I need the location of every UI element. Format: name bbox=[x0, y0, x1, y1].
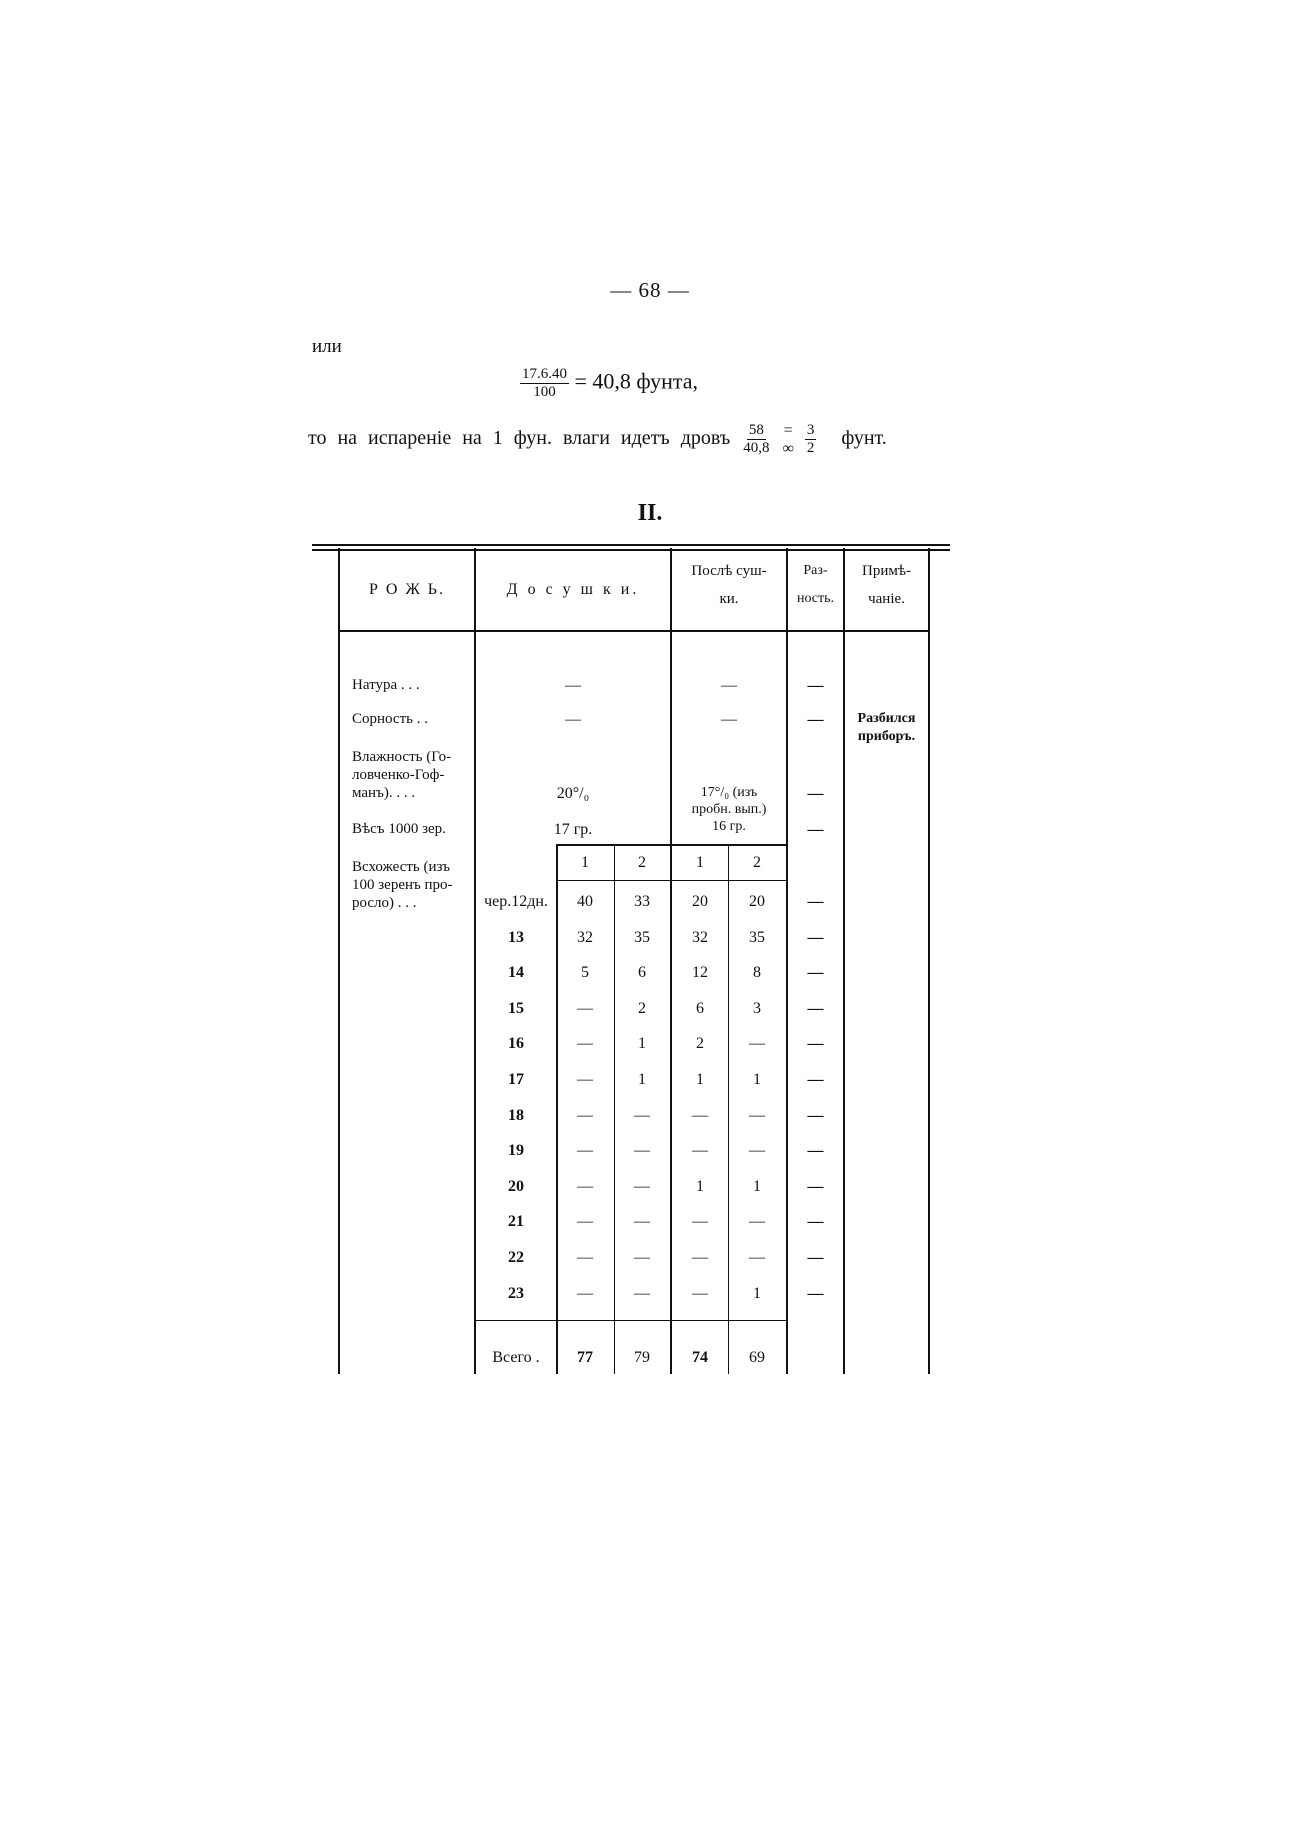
cell-day: 15 bbox=[508, 1000, 524, 1017]
cell-b2: 33 bbox=[634, 893, 650, 910]
label-sornost: Сорность . . bbox=[352, 711, 428, 727]
cell-day: 19 bbox=[508, 1142, 524, 1159]
header-subject: Р О Ж Ь. bbox=[369, 581, 445, 598]
cell-b1: — bbox=[577, 1107, 593, 1124]
ves-diff: — bbox=[807, 821, 824, 838]
cell-a2: 8 bbox=[753, 964, 761, 981]
natura-before: — bbox=[565, 677, 581, 694]
cell-a1: — bbox=[692, 1249, 708, 1266]
label-ves: Вѣсъ 1000 зер. bbox=[352, 821, 446, 837]
cell-a2: — bbox=[749, 1107, 765, 1124]
cell-diff: — bbox=[807, 1142, 824, 1159]
vrule-left bbox=[338, 548, 340, 1374]
total-label: Всего . bbox=[492, 1349, 540, 1366]
header-after-1: Послѣ суш- bbox=[691, 563, 767, 579]
vlazhnost-after-1: 17°/₀ (изъ bbox=[700, 785, 758, 800]
header-after-2: ки. bbox=[719, 591, 739, 607]
intro-word: или bbox=[312, 336, 342, 357]
sornost-after: — bbox=[721, 711, 737, 728]
cell-a1: — bbox=[692, 1285, 708, 1302]
label-germ-2: 100 зеренъ про- bbox=[352, 877, 453, 893]
section-title: II. bbox=[637, 500, 663, 526]
cell-a1: — bbox=[692, 1142, 708, 1159]
vlazhnost-diff: — bbox=[807, 785, 824, 802]
cell-b2: — bbox=[634, 1142, 650, 1159]
cell-b2: 35 bbox=[634, 929, 650, 946]
sentence-text: то на испареніе на 1 фун. влаги идетъ дровъ bbox=[308, 427, 731, 450]
cell-day: 16 bbox=[508, 1035, 524, 1052]
cell-diff: — bbox=[807, 1035, 824, 1052]
approx-sign: ∞ bbox=[782, 439, 794, 457]
cell-day: 21 bbox=[508, 1213, 524, 1230]
cell-diff: — bbox=[807, 893, 824, 910]
cell-diff: — bbox=[807, 964, 824, 981]
cell-b1: — bbox=[577, 1285, 593, 1302]
cell-b1: — bbox=[577, 1071, 593, 1088]
sentence-fraction-1 bbox=[741, 422, 771, 457]
cell-a1: 1 bbox=[696, 1071, 704, 1088]
vlazhnost-before: 20°/₀ bbox=[556, 785, 590, 802]
cell-diff: — bbox=[807, 1213, 824, 1230]
cell-day: 20 bbox=[508, 1178, 524, 1195]
label-vlazhnost-1: Влажность (Го- bbox=[352, 749, 452, 765]
cell-b2: — bbox=[634, 1285, 650, 1302]
cell-b1: — bbox=[577, 1213, 593, 1230]
cell-a2: — bbox=[749, 1249, 765, 1266]
note-line-1: Разбился bbox=[857, 711, 916, 726]
header-rule bbox=[338, 630, 928, 632]
cell-a1: 32 bbox=[692, 929, 708, 946]
subheader-after-1: 1 bbox=[696, 854, 704, 871]
sentence-unit: фунт. bbox=[841, 427, 887, 450]
subheader-bottom-rule bbox=[556, 880, 786, 881]
cell-a2: 35 bbox=[749, 929, 765, 946]
subheader-after-2: 2 bbox=[753, 854, 761, 871]
cell-day: 22 bbox=[508, 1249, 524, 1266]
subheader-before-2: 2 bbox=[638, 854, 646, 871]
sentence-operators bbox=[782, 422, 793, 457]
cell-a2: — bbox=[749, 1213, 765, 1230]
cell-b2: — bbox=[634, 1107, 650, 1124]
formula-denominator: 100 bbox=[533, 383, 556, 400]
label-natura: Натура . . . bbox=[352, 677, 420, 693]
cell-diff: — bbox=[807, 1285, 824, 1302]
frac2-denominator: 2 bbox=[806, 439, 815, 456]
cell-b1: — bbox=[577, 1142, 593, 1159]
cell-a2: 3 bbox=[753, 1000, 761, 1017]
formula-result: = 40,8 фунта, bbox=[574, 368, 699, 394]
cell-day: 14 bbox=[508, 964, 524, 981]
header-before: Д о с у ш к и. bbox=[506, 581, 640, 598]
natura-diff: — bbox=[807, 677, 824, 694]
table-top-rule bbox=[312, 544, 950, 546]
cell-diff: — bbox=[807, 1000, 824, 1017]
cell-b2: — bbox=[634, 1213, 650, 1230]
cell-diff: — bbox=[807, 1107, 824, 1124]
equals-sign: = bbox=[783, 422, 793, 439]
vlazhnost-after-2: пробн. вып.) bbox=[691, 802, 767, 817]
vrule-right bbox=[928, 548, 930, 1374]
cell-b1: — bbox=[577, 1178, 593, 1195]
header-note-2: чаніе. bbox=[868, 591, 905, 607]
total-rule bbox=[476, 1320, 786, 1321]
cell-a1: 20 bbox=[692, 893, 708, 910]
formula bbox=[520, 366, 698, 401]
cell-diff: — bbox=[807, 1249, 824, 1266]
note-line-2: приборъ. bbox=[857, 729, 916, 744]
cell-day: 13 bbox=[508, 929, 524, 946]
formula-fraction bbox=[520, 366, 569, 401]
cell-diff: — bbox=[807, 1071, 824, 1088]
sornost-before: — bbox=[565, 711, 581, 728]
cell-b1: — bbox=[577, 1035, 593, 1052]
cell-a1: — bbox=[692, 1213, 708, 1230]
cell-b1: 40 bbox=[577, 893, 593, 910]
ves-before: 17 гр. bbox=[553, 821, 593, 838]
sornost-diff: — bbox=[807, 711, 824, 728]
total-after-1: 74 bbox=[692, 1349, 708, 1366]
total-before-1: 77 bbox=[577, 1349, 593, 1366]
header-note-1: Примѣ- bbox=[862, 563, 911, 579]
cell-a2: 1 bbox=[753, 1178, 761, 1195]
cell-a1: 1 bbox=[696, 1178, 704, 1195]
cell-a2: 1 bbox=[753, 1071, 761, 1088]
frac2-numerator: 3 bbox=[806, 422, 815, 439]
natura-after: — bbox=[721, 677, 737, 694]
frac1-numerator: 58 bbox=[748, 422, 764, 439]
header-diff-1: Раз- bbox=[803, 563, 828, 578]
label-vlazhnost-2: ловченко-Гоф- bbox=[352, 767, 445, 783]
cell-diff: — bbox=[807, 1178, 824, 1195]
cell-diff: — bbox=[807, 929, 824, 946]
ves-after: 16 гр. bbox=[712, 819, 746, 834]
cell-a2: — bbox=[749, 1035, 765, 1052]
cell-b1: — bbox=[577, 1000, 593, 1017]
cell-day: чер.12дн. bbox=[484, 893, 548, 910]
cell-b2: 6 bbox=[638, 964, 646, 981]
cell-a2: 1 bbox=[753, 1285, 761, 1302]
cell-day: 18 bbox=[508, 1107, 524, 1124]
table-top-rule-2 bbox=[312, 549, 950, 551]
formula-numerator: 17.6.40 bbox=[522, 366, 567, 382]
page-number: — 68 — bbox=[610, 278, 690, 302]
cell-a2: 20 bbox=[749, 893, 765, 910]
cell-b1: 32 bbox=[577, 929, 593, 946]
cell-b1: — bbox=[577, 1249, 593, 1266]
cell-b2: — bbox=[634, 1178, 650, 1195]
label-germ-3: росло) . . . bbox=[352, 895, 417, 911]
total-before-2: 79 bbox=[634, 1349, 650, 1366]
frac1-denominator: 40,8 bbox=[743, 439, 770, 456]
subheader-top-rule bbox=[556, 844, 786, 846]
cell-a1: 12 bbox=[692, 964, 708, 981]
cell-b2: — bbox=[634, 1249, 650, 1266]
cell-b1: 5 bbox=[581, 964, 589, 981]
cell-a1: 6 bbox=[696, 1000, 704, 1017]
label-germ-1: Всхожесть (изъ bbox=[352, 859, 450, 875]
cell-a1: 2 bbox=[696, 1035, 704, 1052]
cell-day: 17 bbox=[508, 1071, 524, 1088]
sentence-fraction-2 bbox=[805, 422, 817, 457]
cell-b2: 1 bbox=[638, 1071, 646, 1088]
sentence bbox=[308, 422, 887, 457]
header-diff-2: ность. bbox=[796, 591, 835, 606]
total-after-2: 69 bbox=[749, 1349, 765, 1366]
cell-day: 23 bbox=[508, 1285, 524, 1302]
subheader-before-1: 1 bbox=[581, 854, 589, 871]
label-vlazhnost-3: манъ). . . . bbox=[352, 785, 416, 801]
cell-b2: 1 bbox=[638, 1035, 646, 1052]
cell-a2: — bbox=[749, 1142, 765, 1159]
vrule-diff bbox=[843, 548, 845, 1374]
cell-b2: 2 bbox=[638, 1000, 646, 1017]
cell-a1: — bbox=[692, 1107, 708, 1124]
